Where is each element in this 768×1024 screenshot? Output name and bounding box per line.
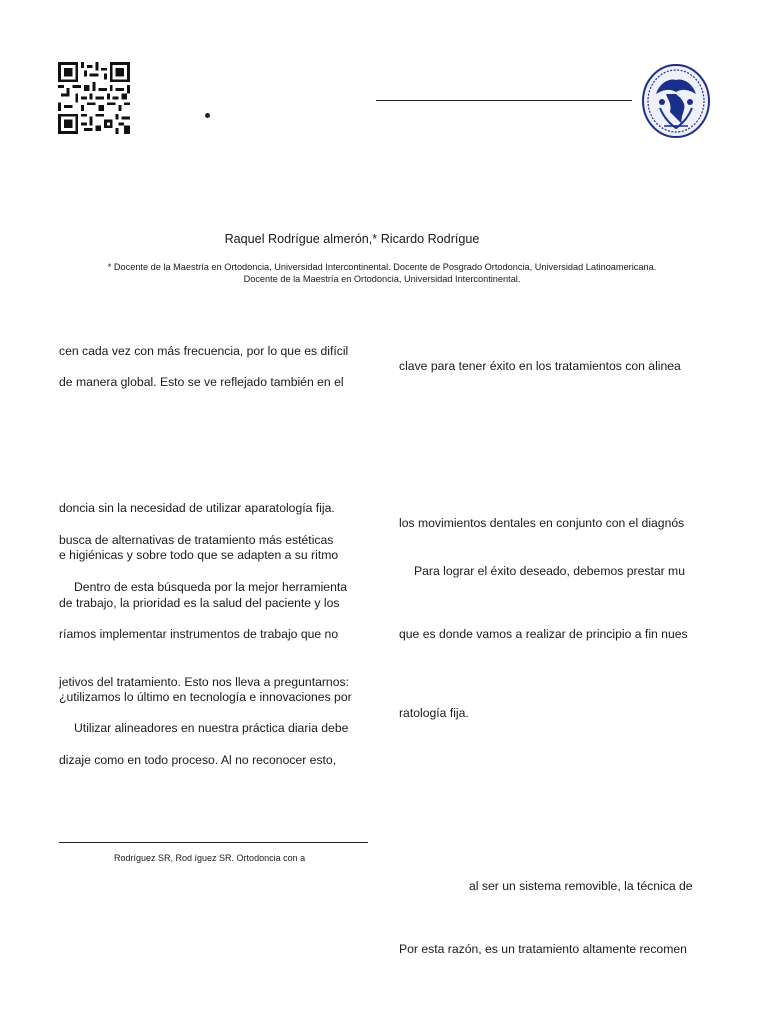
paragraph-start-line: Dentro de esta búsqueda por la mejor herramienta <box>74 580 348 594</box>
paragraph-start-line: Utilizar alineadores en nuestra práctica diaria debe <box>74 721 349 735</box>
qr-code-icon <box>58 62 130 134</box>
header-rule <box>376 100 632 101</box>
body-text-line: jetivos del tratamiento. Esto nos lleva a preguntarnos: <box>59 675 349 689</box>
affiliation-line: Docente de la Maestría en Ortodoncia, Universidad Intercontinental. <box>243 274 521 284</box>
authors-line: Raquel Rodrígue almerón,* Ricardo Rodrígue <box>224 232 480 246</box>
affiliation-line: * Docente de la Maestría en Ortodoncia, Universidad Intercontinental. Docente de Posgrado Ortodoncia, Universidad Latinoamericana. <box>107 262 657 272</box>
body-text-line: busca de alternativas de tratamiento más estéticas <box>59 533 334 547</box>
body-text-line: de trabajo, la prioridad es la salud del paciente y los <box>59 596 340 610</box>
paragraph-start-line: Para lograr el éxito deseado, debemos prestar mu <box>414 564 685 578</box>
body-text-line: cen cada vez con más frecuencia, por lo que es difícil <box>59 344 349 358</box>
bullet-dot <box>205 113 210 118</box>
body-text-line: que es donde vamos a realizar de principio a fin nues <box>399 627 688 641</box>
body-text-line: ¿utilizamos lo último en tecnología e innovaciones por <box>59 690 352 704</box>
body-text-line: ratología fija. <box>399 706 469 720</box>
body-text-line: de manera global. Esto se ve reflejado también en el <box>59 375 344 389</box>
body-text-line: doncia sin la necesidad de utilizar aparatología fija. <box>59 501 335 515</box>
footnote-text: Rodríguez SR, Rod íguez SR. Ortodoncia con a <box>114 853 306 863</box>
footnote-rule <box>59 842 368 843</box>
body-text-line: e higiénicas y sobre todo que se adapten a su ritmo <box>59 548 339 562</box>
body-text-line: dizaje como en todo proceso. Al no reconocer esto, <box>59 753 337 767</box>
body-text-line: al ser un sistema removible, la técnica de <box>469 879 693 893</box>
body-text-line: Por esta razón, es un tratamiento altamente recomen <box>399 942 687 956</box>
body-text-line: clave para tener éxito en los tratamientos con alinea <box>399 359 681 373</box>
university-seal-icon <box>642 64 710 138</box>
body-text-line: los movimientos dentales en conjunto con el diagnós <box>399 516 685 530</box>
body-text-line: ríamos implementar instrumentos de trabajo que no <box>59 627 339 641</box>
